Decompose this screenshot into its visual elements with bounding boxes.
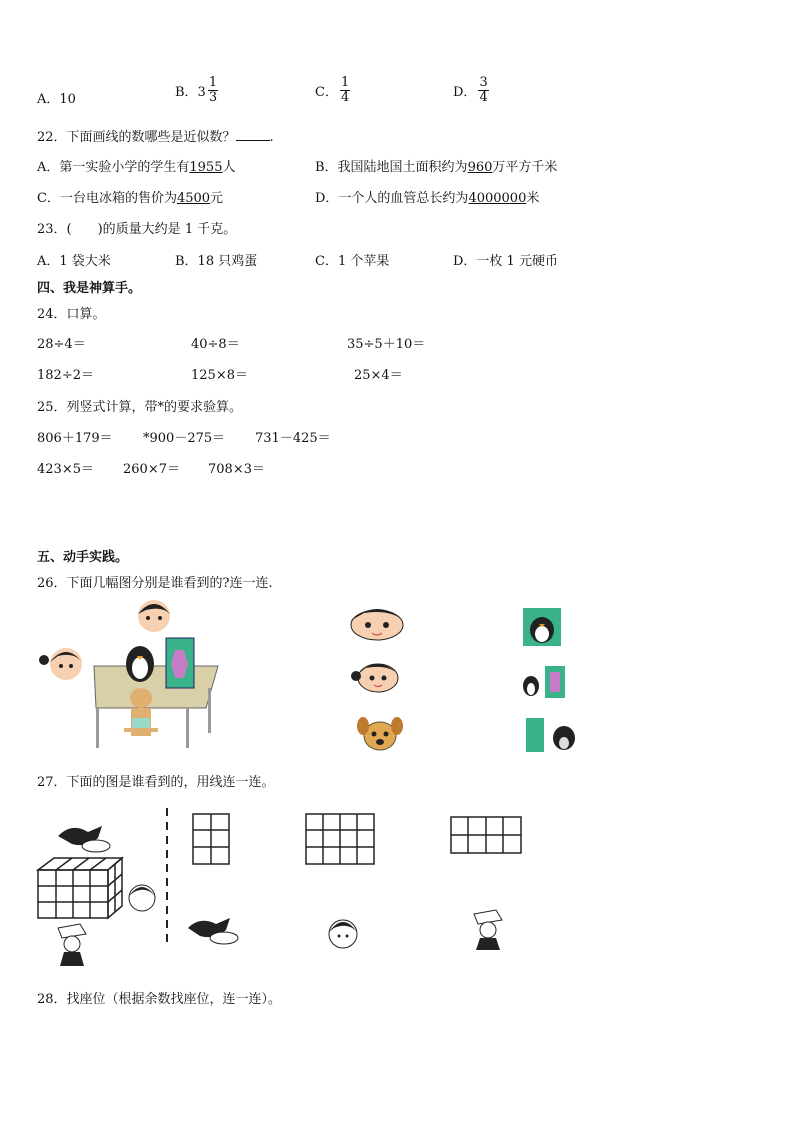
q25-item: 423×5＝ (37, 462, 94, 477)
q27-stem: 27．下面的图是谁看到的，用线连一连。 (37, 775, 275, 790)
q22-stem-text: 22．下面画线的数哪些是近似数？ (37, 130, 236, 145)
q21-option-c (315, 76, 350, 105)
q23-stem: 23．( )的质量大约是 1 千克。 (37, 222, 237, 237)
q24-item: 25×4＝ (354, 368, 403, 383)
view-grid-front (305, 813, 375, 865)
q27-cube-scene (36, 820, 166, 968)
boy-head-icon (326, 914, 360, 950)
section-heading-5: 五、动手实践。 (37, 550, 129, 565)
divider (164, 808, 170, 948)
fraction-denominator: 4 (479, 90, 488, 105)
fraction-numerator: 1 (208, 75, 218, 90)
q28-stem: 28．找座位（根据余数找座位，连一连）。 (37, 992, 282, 1007)
q23-option-d: D．一枚 1 元硬币 (453, 254, 558, 269)
q24-item: 40÷8＝ (191, 337, 240, 352)
q21-option-a: A．10 (37, 92, 76, 107)
q25-stem: 25．列竖式计算，带*的要求验算。 (37, 400, 243, 415)
q22-option-d (315, 187, 539, 206)
q24-item: 28÷4＝ (37, 337, 86, 352)
face-icon (346, 603, 408, 641)
q24-stem: 24．口算。 (37, 307, 106, 322)
q26-scene-illustration (36, 598, 226, 758)
dog-icon (356, 714, 404, 754)
q24-item: 35÷5＋10＝ (347, 337, 426, 352)
option-text: B．我国陆地国土面积约为 (315, 160, 468, 175)
q21-option-d (453, 76, 489, 105)
option-text: D．一个人的血管总长约为 (315, 191, 469, 206)
q21-option-d-prefix: D． (453, 85, 477, 100)
answer-blank[interactable] (236, 128, 270, 141)
q21-option-b-prefix: B．3 (175, 85, 206, 100)
fraction-numerator: 1 (340, 75, 350, 90)
q22-stem-end: . (269, 130, 274, 145)
option-text: 人 (222, 160, 236, 175)
girl-face-icon (350, 656, 402, 694)
q22-option-b (315, 156, 557, 175)
q23-option-a: A．1 袋大米 (37, 254, 111, 269)
q21-option-c-fraction (340, 76, 350, 105)
q26-stem: 26．下面几幅图分别是谁看到的?连一连. (37, 576, 273, 591)
q21-option-b-fraction (208, 76, 218, 105)
q25-item: 806＋179＝ (37, 431, 113, 446)
q25-item: 260×7＝ (123, 462, 180, 477)
q22-stem (37, 126, 274, 145)
option-text: 米 (526, 191, 540, 206)
person-hat-icon (470, 908, 508, 952)
q25-item: 731－425＝ (255, 431, 331, 446)
q21-option-d-fraction (478, 76, 488, 105)
q22-option-c (37, 187, 223, 206)
view-grid-side (192, 813, 230, 865)
underlined-number: 4500 (176, 191, 211, 206)
q22-option-a (37, 156, 236, 175)
view-penguin-box-icon (519, 664, 567, 700)
q24-item: 182÷2＝ (37, 368, 94, 383)
q21-option-c-prefix: C． (315, 85, 338, 100)
fraction-numerator: 3 (479, 75, 488, 90)
q24-item: 125×8＝ (191, 368, 248, 383)
view-penguin-front-icon (523, 608, 561, 646)
q21-option-b (175, 76, 218, 105)
q23-option-b: B．18 只鸡蛋 (175, 254, 258, 269)
q23-option-c: C．1 个苹果 (315, 254, 390, 269)
option-text: 万平方千米 (492, 160, 558, 175)
bird-icon (186, 914, 240, 950)
underlined-number: 960 (467, 160, 493, 175)
underlined-number: 1955 (189, 160, 223, 175)
fraction-denominator: 3 (208, 90, 218, 105)
option-text: C．一台电冰箱的售价为 (37, 191, 177, 206)
view-grid-top (450, 816, 522, 854)
section-heading-4: 四、我是神算手。 (37, 281, 142, 296)
q25-item: *900－275＝ (143, 431, 226, 446)
view-box-penguin-icon (524, 716, 580, 754)
option-text: A．第一实验小学的学生有 (37, 160, 190, 175)
q25-item: 708×3＝ (208, 462, 265, 477)
fraction-denominator: 4 (340, 90, 350, 105)
option-text: 元 (210, 191, 224, 206)
underlined-number: 4000000 (468, 191, 527, 206)
